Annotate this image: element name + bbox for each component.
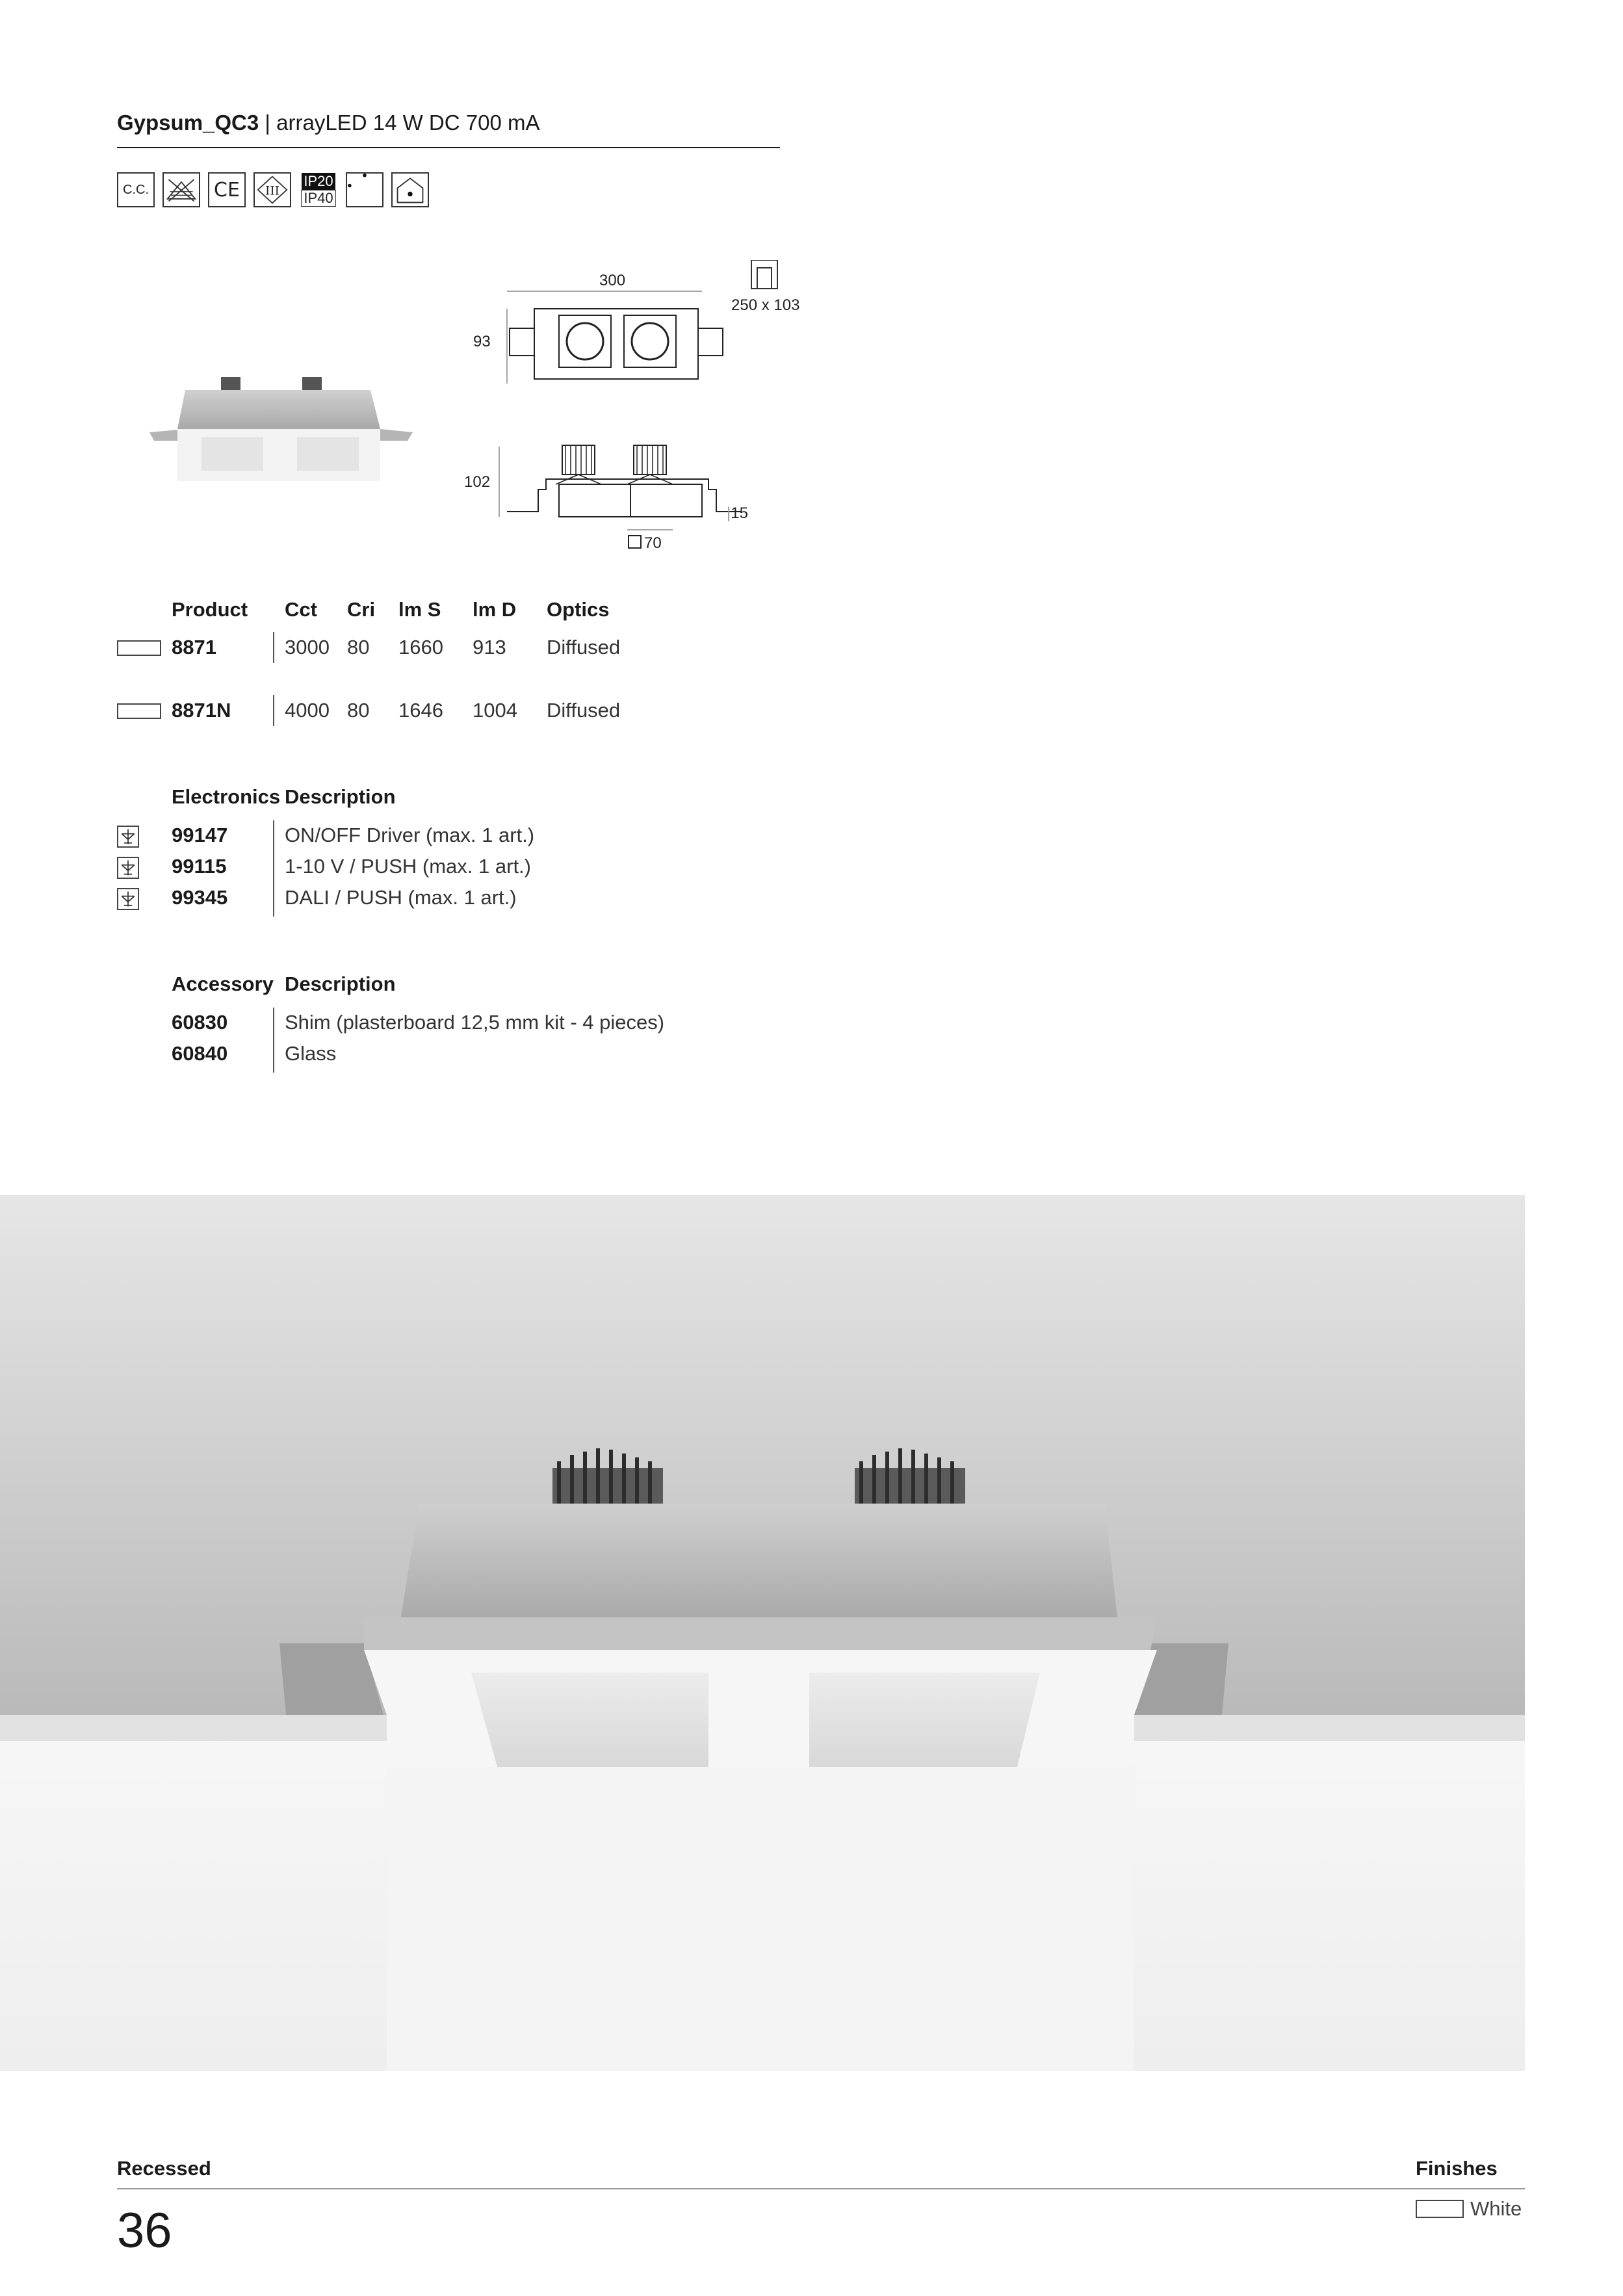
header-product: Product <box>172 598 248 621</box>
page-title <box>117 111 780 135</box>
side-view-drawing <box>494 439 754 556</box>
cc-icon: C.C. <box>117 172 155 207</box>
header-accessory: Accessory <box>172 972 274 995</box>
driver-icon <box>117 857 139 879</box>
header-description: Description <box>285 972 396 995</box>
header-optics: Optics <box>547 598 610 621</box>
accessory-description: Glass <box>285 1042 337 1065</box>
product-spec: arrayLED 14 W DC 700 mA <box>276 111 540 135</box>
ceiling-mount-icon <box>391 172 429 207</box>
height-dimension: 102 <box>464 473 491 491</box>
row-divider <box>273 695 274 726</box>
cri-value: 80 <box>347 699 370 722</box>
no-insulation-cover-icon <box>162 172 200 207</box>
header-cri: Cri <box>347 598 376 621</box>
optics-value: Diffused <box>547 636 621 659</box>
product-photo <box>146 364 419 481</box>
cct-value: 4000 <box>285 699 330 722</box>
electronics-code: 99147 <box>172 824 228 846</box>
finish-white-swatch <box>1416 2200 1464 2218</box>
finish-swatch <box>117 703 161 719</box>
depth-dimension: 93 <box>473 333 491 350</box>
square-dimension: 70 <box>628 534 662 553</box>
accessory-code: 60830 <box>172 1011 228 1034</box>
header-lm-d: lm D <box>473 598 517 621</box>
header-electronics: Electronics <box>172 785 281 808</box>
recessed-icon <box>346 172 383 207</box>
electronics-code: 99115 <box>172 855 227 878</box>
product-code: 8871N <box>172 699 231 722</box>
accessory-description: Shim (plasterboard 12,5 mm kit - 4 pieces) <box>285 1011 665 1034</box>
driver-icon <box>117 888 139 910</box>
cri-value: 80 <box>347 636 370 659</box>
cct-value: 3000 <box>285 636 330 659</box>
lm-d-value: 1004 <box>473 699 517 722</box>
finish-swatch <box>117 640 161 656</box>
finishes-title: Finishes <box>1416 2157 1498 2180</box>
header-description: Description <box>285 785 396 808</box>
width-dimension: 300 <box>599 272 626 289</box>
accessory-code: 60840 <box>172 1042 228 1065</box>
driver-icon <box>117 826 139 848</box>
column-divider <box>273 1008 274 1073</box>
class-iii-icon <box>253 172 291 207</box>
header-cct: Cct <box>285 598 317 621</box>
title-divider <box>117 147 780 148</box>
optics-value: Diffused <box>547 699 621 722</box>
row-divider <box>273 632 274 663</box>
header-lm-s: lm S <box>398 598 441 621</box>
ip-rating-icon: IP20 IP40 <box>299 172 338 207</box>
product-code: 8871 <box>172 636 216 659</box>
installation-photo <box>0 1195 1525 2071</box>
flange-dimension: |15 <box>727 504 748 522</box>
electronics-description: ON/OFF Driver (max. 1 art.) <box>285 824 535 846</box>
category-label: Recessed <box>117 2157 211 2180</box>
electronics-code: 99345 <box>172 886 228 909</box>
page-number: 36 <box>117 2203 172 2258</box>
svg-text:III: III <box>265 184 279 198</box>
top-view-drawing <box>494 260 832 403</box>
ce-mark-icon: CE <box>208 172 246 207</box>
electronics-description: 1-10 V / PUSH (max. 1 art.) <box>285 855 531 878</box>
product-name: Gypsum_QC3 <box>117 111 259 135</box>
cutout-dimension: 250 x 103 <box>731 296 800 314</box>
certification-icons <box>117 172 429 211</box>
column-divider <box>273 820 274 917</box>
electronics-description: DALI / PUSH (max. 1 art.) <box>285 886 517 909</box>
lm-s-value: 1660 <box>398 636 443 659</box>
title-separator: | <box>259 111 277 135</box>
finish-white-label: White <box>1470 2197 1522 2220</box>
footer-divider <box>117 2188 1525 2189</box>
lm-s-value: 1646 <box>398 699 443 722</box>
lm-d-value: 913 <box>473 636 506 659</box>
